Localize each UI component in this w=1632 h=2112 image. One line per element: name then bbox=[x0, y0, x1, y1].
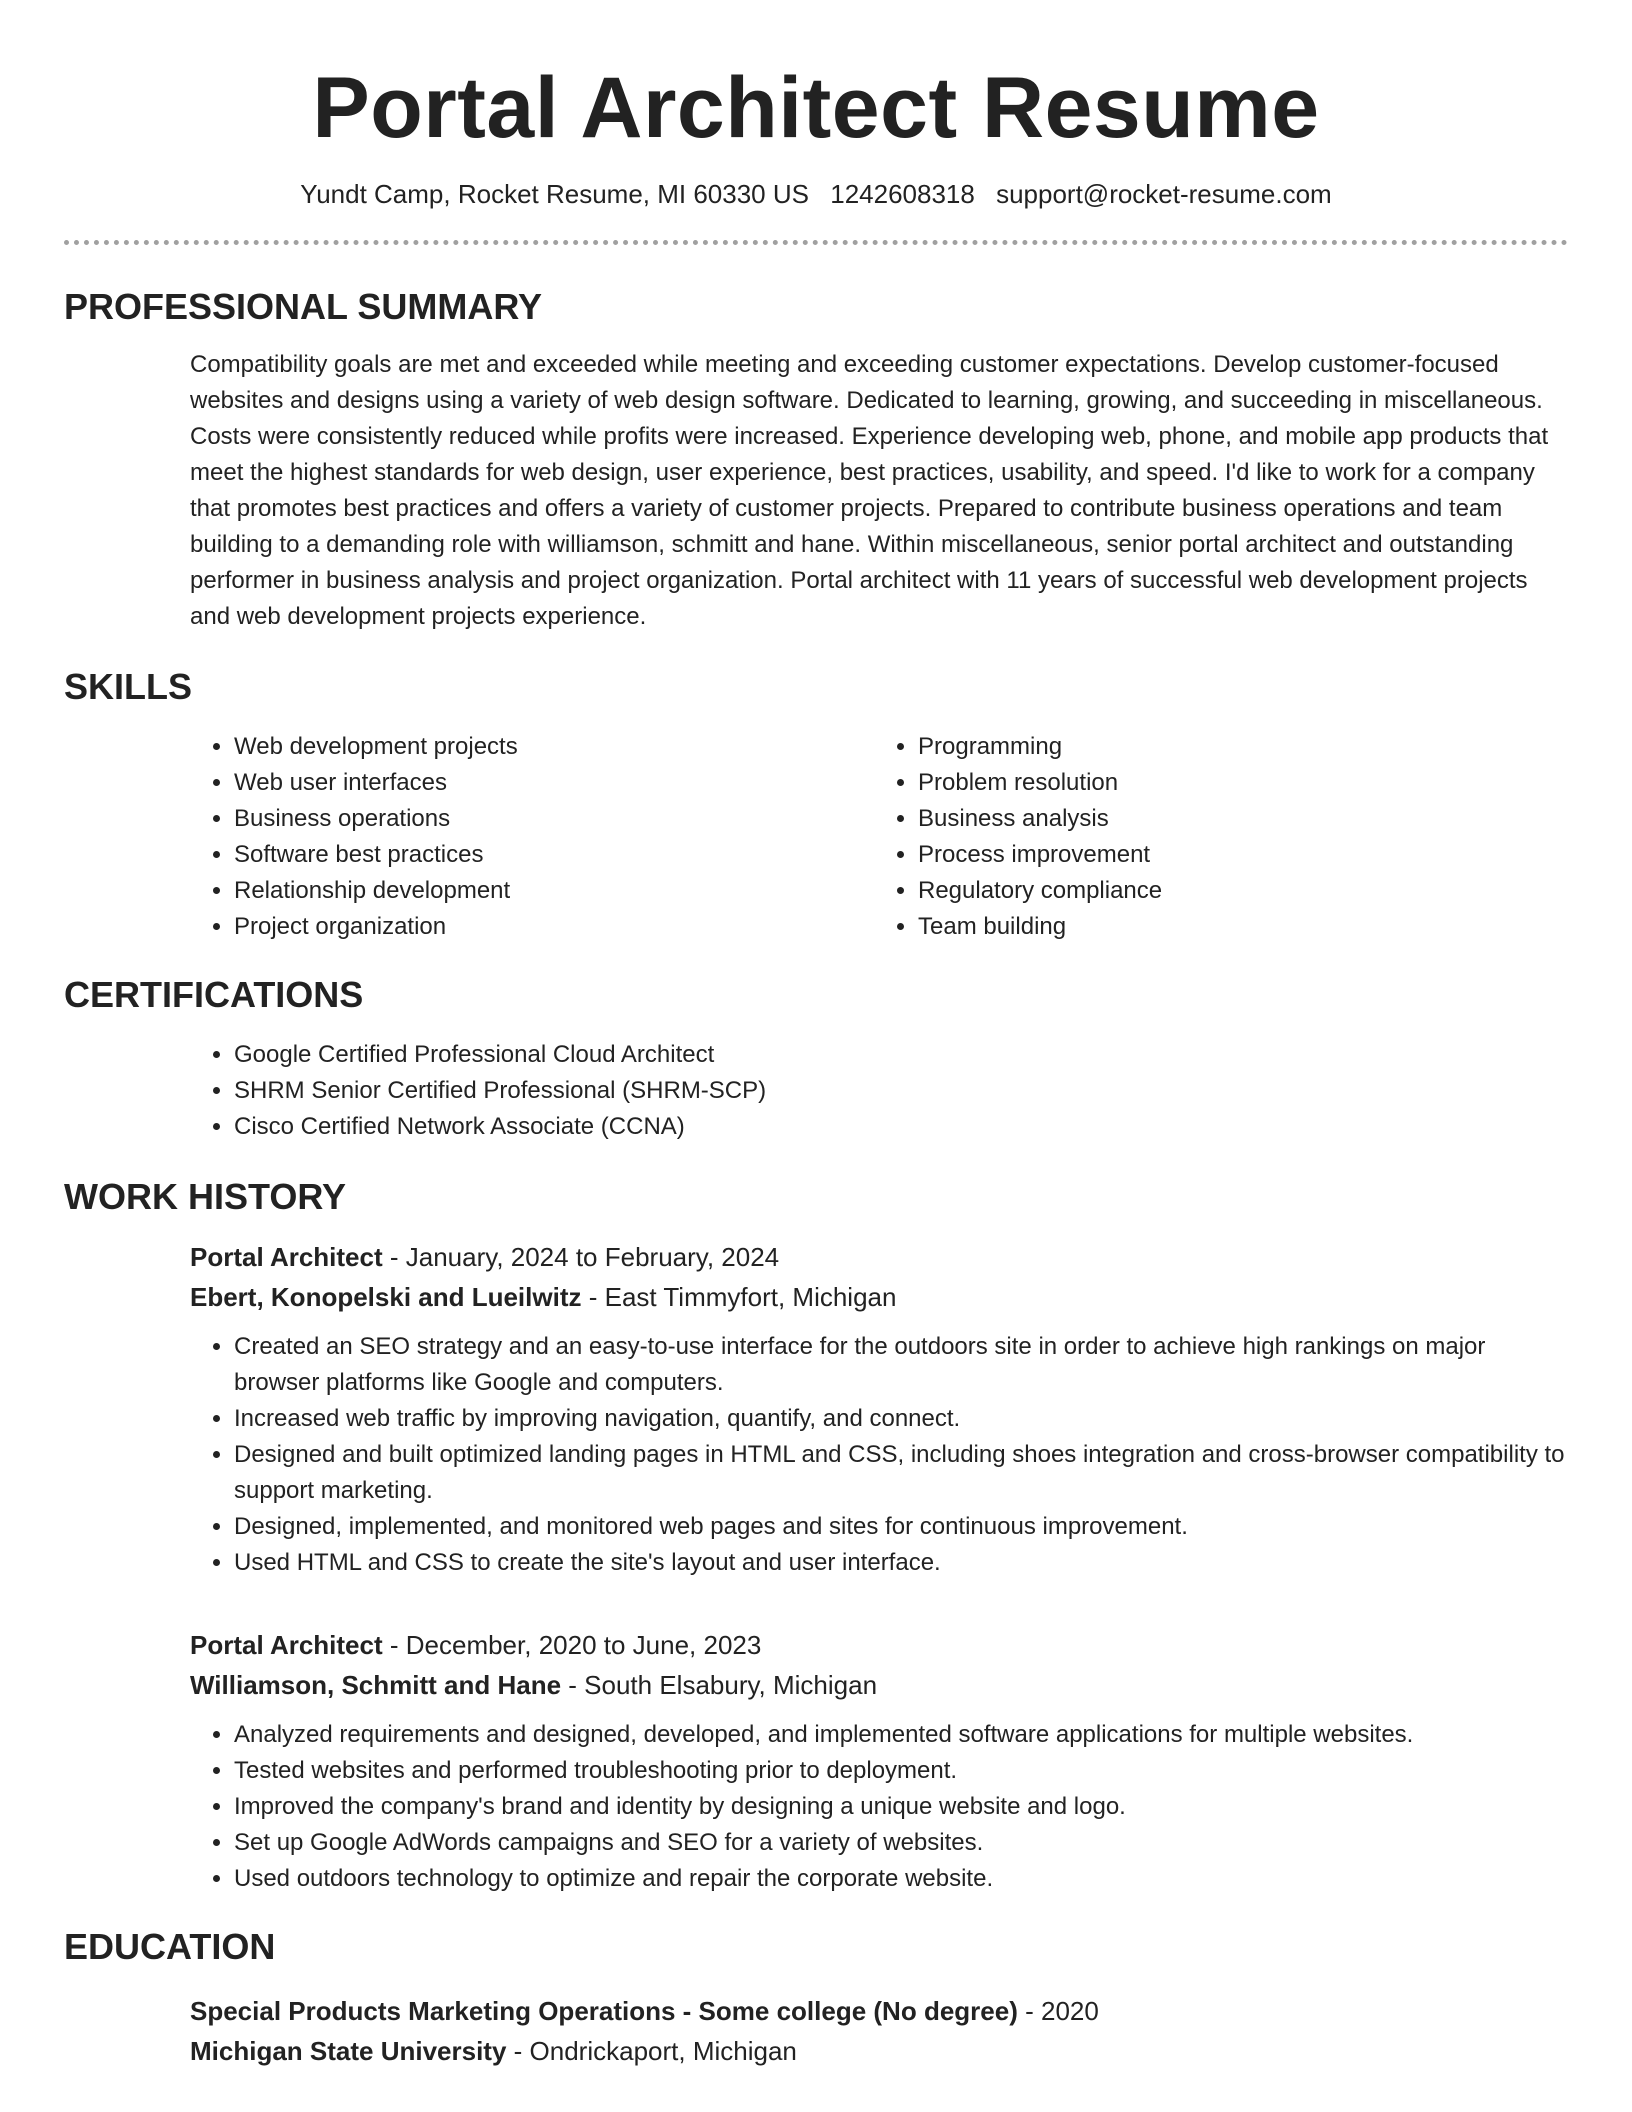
certification-item: • Google Certified Professional Cloud Architect bbox=[234, 1037, 1568, 1073]
skill-item: • Team building bbox=[918, 909, 1538, 945]
job-bullets bbox=[190, 1717, 1568, 1897]
job-entry bbox=[190, 1237, 1568, 1581]
education-location: - Ondrickaport, Michigan bbox=[506, 2036, 797, 2066]
education-school-line bbox=[190, 2031, 1568, 2071]
education-school: Michigan State University bbox=[190, 2036, 507, 2066]
job-role: Portal Architect bbox=[190, 1630, 383, 1660]
job-bullet: • Used outdoors technology to optimize and repair the corporate website. bbox=[234, 1861, 1568, 1897]
section-title-education: EDUCATION bbox=[64, 1926, 276, 1967]
job-bullet: • Designed, implemented, and monitored web pages and sites for continuous improvement. bbox=[234, 1509, 1568, 1545]
job-title-line bbox=[190, 1625, 1568, 1665]
skill-item: • Software best practices bbox=[234, 837, 874, 873]
contact-info bbox=[64, 178, 1568, 210]
section-title-work-history: WORK HISTORY bbox=[64, 1176, 347, 1217]
job-bullet: • Tested websites and performed troubleshooting prior to deployment. bbox=[234, 1753, 1568, 1789]
education-entry bbox=[190, 1991, 1568, 2071]
job-bullet: • Used HTML and CSS to create the site's layout and user interface. bbox=[234, 1545, 1568, 1581]
skill-item: • Business operations bbox=[234, 801, 874, 837]
contact-phone: 1242608318 bbox=[830, 179, 975, 209]
job-bullet: • Designed and built optimized landing pages in HTML and CSS, including shoes integration and cross-browser compatibility to support marketing. bbox=[234, 1437, 1568, 1509]
job-bullet: • Created an SEO strategy and an easy-to-use interface for the outdoors site in order to achieve high rankings on major browser platforms like Google and computers. bbox=[234, 1329, 1568, 1401]
skill-item: • Process improvement bbox=[918, 837, 1538, 873]
job-location: - South Elsabury, Michigan bbox=[561, 1670, 878, 1700]
job-dates: - December, 2020 to June, 2023 bbox=[382, 1630, 762, 1660]
job-bullet: • Set up Google AdWords campaigns and SEO for a variety of websites. bbox=[234, 1825, 1568, 1861]
certification-item: • Cisco Certified Network Associate (CCNA) bbox=[234, 1109, 1568, 1145]
education-year: - 2020 bbox=[1017, 1996, 1099, 2026]
job-bullet: • Increased web traffic by improving navigation, quantify, and connect. bbox=[234, 1401, 1568, 1437]
summary-paragraph: Compatibility goals are met and exceeded while meeting and exceeding customer expectations. Develop customer-focused websites and designs using a variety of web design software. Dedicated to learning, growing, and succeeding in miscellaneous. Costs were consistently reduced while profits were increased. Experience developing web, phone, and mobile app products that meet the highest standards for web design, user experience, best practices, usability, and speed. I'd like to work for a company that promotes best practices and offers a variety of customer projects. Prepared to contribute business operations and team building to a demanding role with williamson, schmitt and hane. Within miscellaneous, senior portal architect and outstanding performer in business analysis and project organization. Portal architect with 11 years of successful web development projects and web development projects experience. bbox=[190, 351, 1549, 630]
job-title-line bbox=[190, 1237, 1568, 1277]
skill-item: • Problem resolution bbox=[918, 765, 1538, 801]
education-degree: Special Products Marketing Operations - Some college (No degree) bbox=[190, 1996, 1018, 2026]
education-degree-line bbox=[190, 1991, 1568, 2031]
section-title-certifications: CERTIFICATIONS bbox=[64, 974, 364, 1015]
job-entry bbox=[190, 1625, 1568, 1897]
skill-item: • Relationship development bbox=[234, 873, 874, 909]
job-company-line bbox=[190, 1665, 1568, 1705]
skill-item: • Programming bbox=[918, 729, 1538, 765]
job-company: Ebert, Konopelski and Lueilwitz bbox=[190, 1282, 582, 1312]
skills-column-left bbox=[190, 729, 874, 945]
skill-item: • Regulatory compliance bbox=[918, 873, 1538, 909]
certification-item: • SHRM Senior Certified Professional (SHRM-SCP) bbox=[234, 1073, 1568, 1109]
job-company: Williamson, Schmitt and Hane bbox=[190, 1670, 562, 1700]
contact-email[interactable]: support@rocket-resume.com bbox=[996, 179, 1332, 209]
job-dates: - January, 2024 to February, 2024 bbox=[382, 1242, 780, 1272]
skill-item: • Project organization bbox=[234, 909, 874, 945]
skills-column-right bbox=[874, 729, 1538, 945]
job-company-line bbox=[190, 1277, 1568, 1317]
contact-address: Yundt Camp, Rocket Resume, MI 60330 US bbox=[300, 179, 809, 209]
section-title-summary: PROFESSIONAL SUMMARY bbox=[64, 286, 543, 327]
skill-item: • Business analysis bbox=[918, 801, 1538, 837]
job-bullet: • Improved the company's brand and identity by designing a unique website and logo. bbox=[234, 1789, 1568, 1825]
job-bullet: • Analyzed requirements and designed, developed, and implemented software applications for multiple websites. bbox=[234, 1717, 1568, 1753]
skill-item: • Web development projects bbox=[234, 729, 874, 765]
job-location: - East Timmyfort, Michigan bbox=[581, 1282, 897, 1312]
job-role: Portal Architect bbox=[190, 1242, 383, 1272]
certifications-list bbox=[190, 1037, 1568, 1145]
skills-list bbox=[190, 729, 1568, 945]
section-title-skills: SKILLS bbox=[64, 666, 193, 707]
job-bullets bbox=[190, 1329, 1568, 1581]
header-divider bbox=[64, 240, 1568, 245]
resume-title: Portal Architect Resume bbox=[312, 60, 1320, 156]
skill-item: • Web user interfaces bbox=[234, 765, 874, 801]
